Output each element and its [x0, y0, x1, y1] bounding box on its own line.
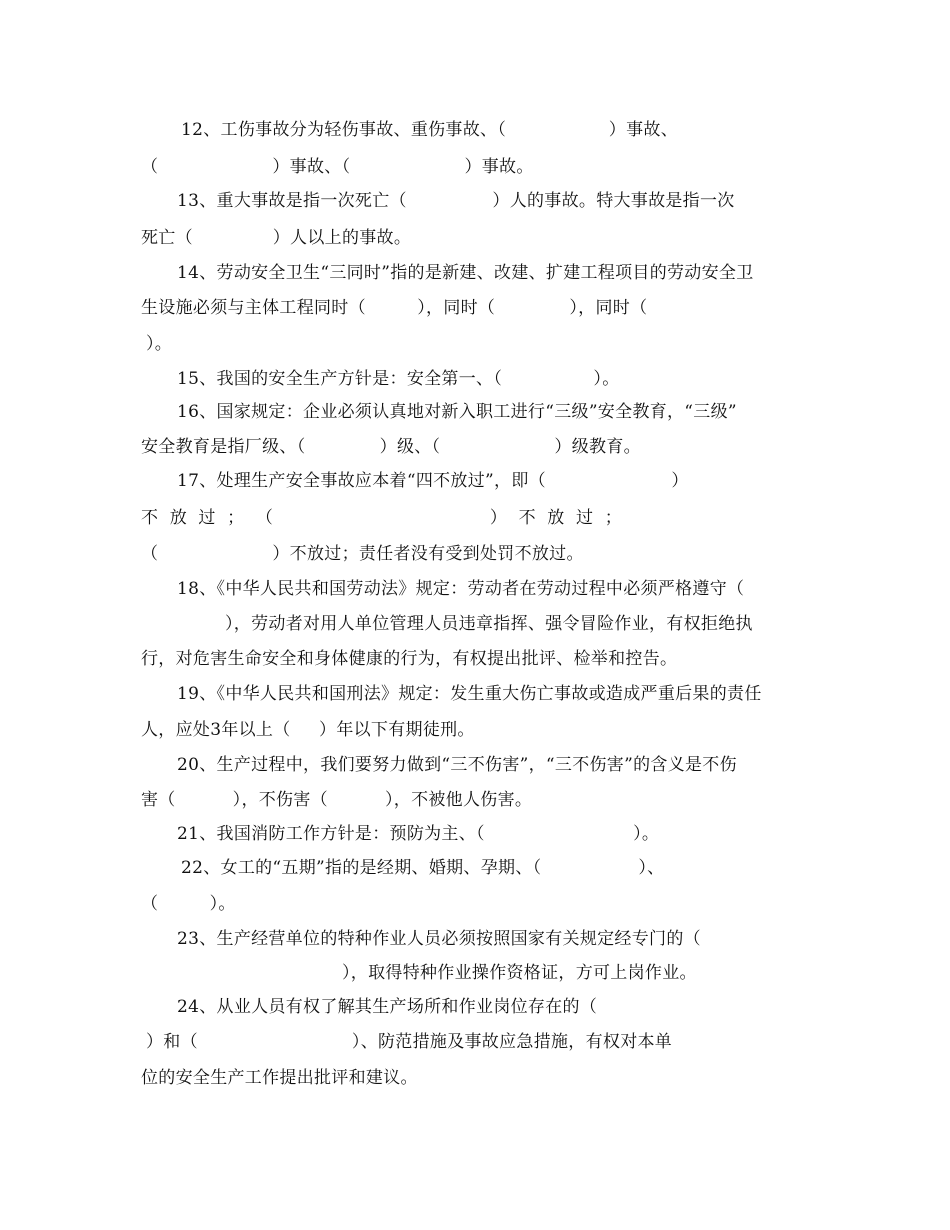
- q24-line-3: 位的安全生产工作提出批评和建议。: [141, 1068, 418, 1088]
- q22-line-1: 22、女工的“五期”指的是经期、婚期、孕期、（ ）、: [181, 858, 665, 878]
- q19-line-1: 19、《中华人民共和国刑法》规定：发生重大伤亡事故或造成严重后果的责任: [177, 684, 762, 704]
- q12-line-2: （ ）事故、（ ）事故。: [141, 157, 534, 177]
- q24-line-1: 24、从业人员有权了解其生产场所和作业岗位存在的（: [177, 997, 598, 1017]
- q15-line-1: 15、我国的安全生产方针是：安全第一、（ ）。: [177, 369, 620, 389]
- q14-line-3: ）。: [146, 334, 173, 354]
- q17-line-1: 17、处理生产安全事故应本着“四不放过”，即（ ）: [177, 471, 689, 491]
- q22-line-2: （ ）。: [141, 894, 236, 914]
- q14-line-2: 生设施必须与主体工程同时（ ），同时（ ），同时（: [141, 298, 648, 318]
- q19-line-2: 人，应处3年以上（ ）年以下有期徒刑。: [141, 720, 475, 740]
- q18-line-1: 18、《中华人民共和国劳动法》规定：劳动者在劳动过程中必须严格遵守（: [177, 579, 745, 599]
- q23-line-1: 23、生产经营单位的特种作业人员必须按照国家有关规定经专门的（: [177, 929, 701, 949]
- q23-line-2: ），取得特种作业操作资格证，方可上岗作业。: [342, 963, 697, 983]
- q20-line-1: 20、生产过程中，我们要努力做到“三不伤害”，“三不伤害”的含义是不伤: [177, 755, 737, 775]
- q13-line-1: 13、重大事故是指一次死亡（ ）人的事故。特大事故是指一次: [177, 191, 735, 211]
- q18-line-3: 行，对危害生命安全和身体健康的行为，有权提出批评、检举和控告。: [141, 649, 678, 669]
- q20-line-2: 害（ ），不伤害（ ），不被他人伤害。: [141, 790, 533, 810]
- q17-line-3: （ ）不放过；责任者没有受到处罚不放过。: [141, 544, 584, 564]
- q12-line-1: 12、工伤事故分为轻伤事故、重伤事故、（ ）事故、: [181, 120, 678, 140]
- q18-line-2: ），劳动者对用人单位管理人员违章指挥、强令冒险作业，有权拒绝执: [225, 614, 753, 634]
- q14-line-1: 14、劳动安全卫生“三同时”指的是新建、改建、扩建工程项目的劳动安全卫: [177, 263, 754, 283]
- q16-line-1: 16、国家规定：企业必须认真地对新入职工进行“三级”安全教育，“三级”: [177, 402, 737, 422]
- q17-line-2: 不 放 过 ； （ ） 不 放 过 ；: [141, 508, 623, 528]
- q13-line-2: 死亡（ ）人以上的事故。: [141, 228, 412, 248]
- q24-line-2: ）和（ ）、防范措施及事故应急措施，有权对本单: [146, 1032, 673, 1052]
- q16-line-2: 安全教育是指厂级、（ ）级、（ ）级教育。: [141, 437, 641, 457]
- q21-line-1: 21、我国消防工作方针是：预防为主、（ ）。: [177, 824, 660, 844]
